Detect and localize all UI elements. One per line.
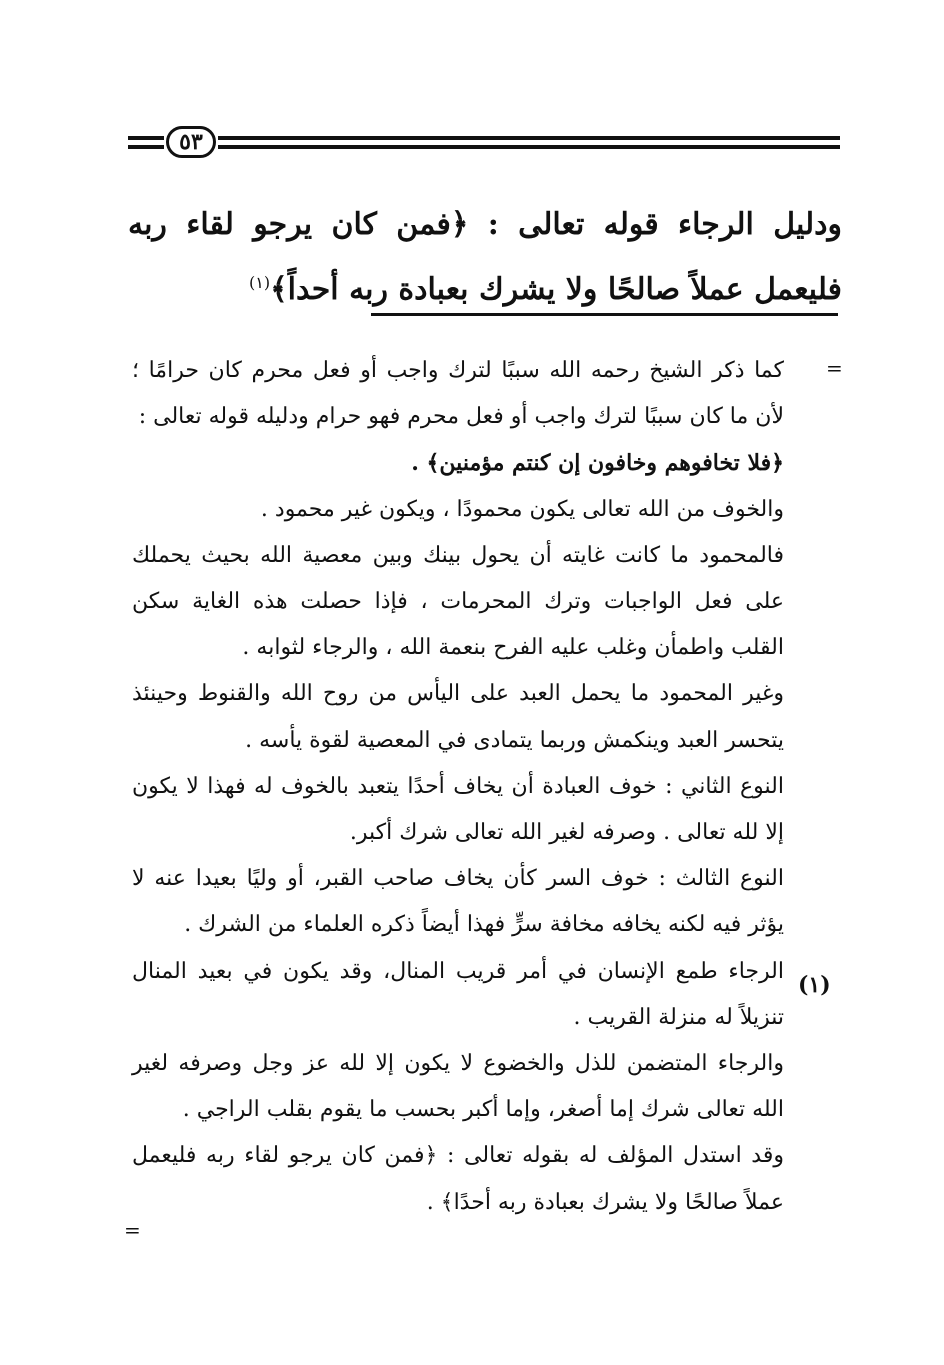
continuation-marker: = <box>826 356 843 380</box>
main-text-intro: ودليل الرجاء قوله تعالى : <box>468 207 842 242</box>
footnote-paragraph: كما ذكر الشيخ رحمه الله سببًا لترك واجب أو فعل محرم كان حرامًا ؛ لأن ما كان سببًا لترك واجب أو فعل محرم فهو حرام ودليله قوله تعالى : <box>132 358 784 430</box>
main-paragraph <box>128 196 842 319</box>
page-number: ٥٣ <box>166 126 216 158</box>
footnote-paragraph: وغير المحمود ما يحمل العبد على اليأس من روح الله والقنوط وحينئذ يتحسر العبد وينكمش وربما يتمادى في المعصية لقوة يأسه . <box>132 681 784 753</box>
footnote-paragraph: النوع الثالث : خوف السر كأن يخاف صاحب القبر، أو وليًا بعيدا عنه لا يؤثر فيه لكنه يخافه مخافة سرٍّ فهذا أيضاً ذكره العلماء من الشرك . <box>132 866 784 938</box>
main-verse: ﴿فمن كان يرجو لقاء ربه فليعمل عملاً صالحًا ولا يشرك بعبادة ربه أحداً﴾ <box>128 207 842 307</box>
footnote-paragraph: الرجاء طمع الإنسان في أمر قريب المنال، وقد يكون في بعيد المنال تنزيلاً له منزلة القريب . <box>132 958 784 1030</box>
footnote-reference: (١) <box>248 273 271 292</box>
footnote-number: (١) <box>798 972 831 998</box>
footnote-paragraph: النوع الثاني : خوف العبادة أن يخاف أحدًا يتعبد بالخوف له فهذا لا يكون إلا لله تعالى . وصرفه لغير الله تعالى شرك أكبر. <box>132 773 785 846</box>
footnote-paragraph: فالمحمود ما كانت غايته أن يحول بينك وبين معصية الله بحيث يحملك على فعل الواجبات وترك المحرمات ، فإذا حصلت هذه الغاية سكن القلب واطمأن وغلب عليه الفرح بنعمة الله ، والرجاء لثوابه . <box>132 542 784 661</box>
footnote-separator <box>371 313 838 316</box>
footnote-paragraph: وقد استدل المؤلف له بقوله تعالى : ﴿فمن كان يرجو لقاء ربه فليعمل عملاً صالحًا ولا يشرك بعبادة ربه أحدًا﴾ . <box>132 1143 784 1215</box>
footnote-verse: ﴿فلا تخافوهم وخافون إن كنتم مؤمنين﴾ . <box>411 450 784 477</box>
footnotes-section <box>132 348 784 1226</box>
header-rule-right <box>218 136 840 149</box>
header-rule-left <box>128 136 164 149</box>
page-header <box>128 126 840 160</box>
end-marker: = <box>124 1218 141 1242</box>
footnote-paragraph: والخوف من الله تعالى يكون محمودًا ، ويكون غير محمود . <box>260 496 784 522</box>
footnote-paragraph: والرجاء المتضمن للذل والخضوع لا يكون إلا لله عز وجل وصرفه لغير الله تعالى شرك إما أصغر، وإما أكبر بحسب ما يقوم بقلب الراجي . <box>132 1051 784 1123</box>
